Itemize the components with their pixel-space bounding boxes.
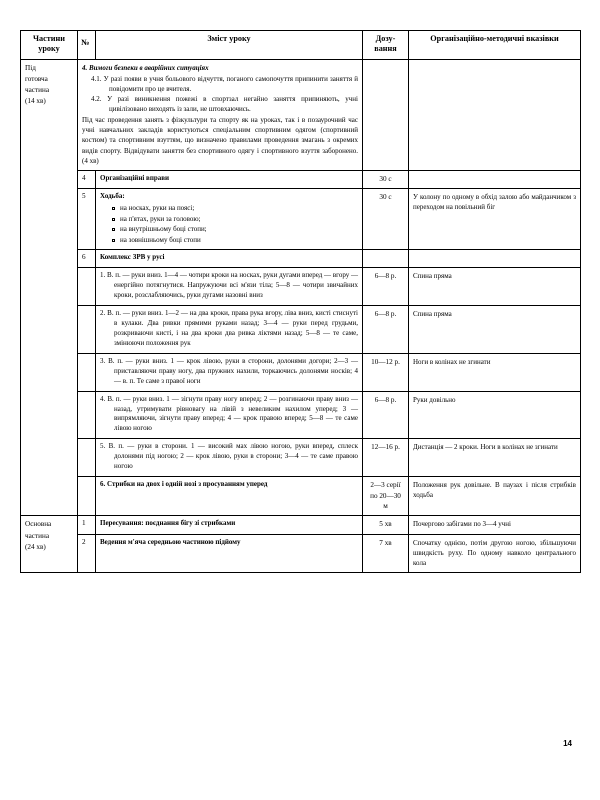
exercise-dose: 2—3 серії по 20—30 м <box>363 477 409 516</box>
header-content: Зміст уроку <box>96 31 363 60</box>
row-number: 5 <box>78 189 96 250</box>
list-item: на носках, руки на поясі; <box>112 203 358 214</box>
row-number: 1 <box>78 516 96 534</box>
part-label-line-4: (14 хв) <box>25 96 46 105</box>
exercise-content <box>96 306 363 354</box>
exercise-text: 1. В. п. — руки вниз. 1—4 — чотири кроки на носках, руки дугами вперед — вгору — енергійно потягнутися. Напружуючи всі м'язи тіла; 5—8 — чотири звичайних кроки, розслабляючись, руки дугами назовні вниз <box>100 271 358 300</box>
exercise-dose: 6—8 р. <box>363 391 409 439</box>
exercise-dose: 6—8 р. <box>363 268 409 306</box>
row-content-dribbling: Ведення м'яча середньою частиною підйому <box>96 534 363 572</box>
exercise-notes: Спина пряма <box>409 306 581 354</box>
table-row <box>21 391 581 439</box>
header-notes: Організаційно-методичні вказівки <box>409 31 581 60</box>
exercise-text: 6. Стрибки на двох і одній нозі з просуванням уперед <box>100 480 268 489</box>
row-notes: Спочатку однією, потім другою ногою, збільшуючи швидкість руху. По одному навколо центрального кола <box>409 534 581 572</box>
row-number: 4 <box>78 170 96 188</box>
exercise-text: 4. В. п. — руки вниз. 1 — зігнути праву ногу вперед; 2 — розгинаючи праву вниз — назад, утримувати рівновагу на лівій з невеликим нахилом уперед; 3 — випрямляючи, зігнути праву вперед; 4 — крок правою вперед; 5—8 — те саме лівою ногою <box>100 394 358 433</box>
exercise-notes: Положення рук довільне. В паузах і після стрибків ходьба <box>409 477 581 516</box>
header-number: № <box>78 31 96 60</box>
exercise-number-placeholder <box>78 268 96 306</box>
table-row <box>21 516 581 534</box>
row-number: 6 <box>78 250 96 268</box>
row-number: 2 <box>78 534 96 572</box>
list-item: на внутрішньому боці стопи; <box>112 224 358 235</box>
row-dose <box>363 250 409 268</box>
part-label-line-1: Основна <box>25 520 52 529</box>
table-row <box>21 306 581 354</box>
row-dose: 5 хв <box>363 516 409 534</box>
exercise-content <box>96 477 363 516</box>
exercise-content <box>96 268 363 306</box>
row-content-walking <box>96 189 363 250</box>
part-label-line-2: готовча <box>25 74 48 83</box>
row-content-organizational: Організаційні вправи <box>96 170 363 188</box>
table-body <box>21 59 581 573</box>
table-row <box>21 268 581 306</box>
row-dose: 30 с <box>363 170 409 188</box>
part-label-main <box>21 516 78 573</box>
page-number: 14 <box>563 739 572 748</box>
exercise-text: 2. В. п. — руки вниз. 1—2 — на два кроки, права рука вгору, ліва вниз, кисті стиснуті в кулаки. Два ривки прямими руками назад; 3—4 — руки перед грудьми, розкриваючи кисті, і на два кроки два ривка ліктями назад; 5—8 — те саме, змінюючи положення рук <box>100 309 358 347</box>
part-label-line-2: частина <box>25 531 50 540</box>
row-dose: 7 хв <box>363 534 409 572</box>
walking-bullet-list <box>100 203 358 245</box>
exercise-notes: Ноги в колінах не згинати <box>409 353 581 391</box>
table-row <box>21 170 581 188</box>
table-row <box>21 439 581 477</box>
row-content-movement: Пересування: поєднання бігу зі стрибками <box>96 516 363 534</box>
exercise-notes: Руки довільно <box>409 391 581 439</box>
exercise-dose: 12—16 р. <box>363 439 409 477</box>
table-row <box>21 59 581 170</box>
safety-requirements-block <box>78 59 363 170</box>
table-header <box>21 31 581 60</box>
row-notes <box>409 250 581 268</box>
exercise-text: 5. В. п. — руки в сторони. 1 — високий мах лівою ногою, руки вперед, сплеск долонями під ногою; 2 — крок лівою, руки в сторони; 3—4 — те саме правою ногою <box>100 442 358 471</box>
row-notes: Почергово забігами по 3—4 учні <box>409 516 581 534</box>
header-dose: Дозу-вання <box>363 31 409 60</box>
exercise-number-placeholder <box>78 353 96 391</box>
lesson-plan-table <box>20 30 581 573</box>
safety-item-4-1: 4.1. У разі появи в учня больового відчуття, поганого самопочуття припинити заняття й повідомити про це вчителя. <box>91 74 358 93</box>
exercise-number-placeholder <box>78 391 96 439</box>
exercise-number-placeholder <box>78 477 96 516</box>
exercise-dose: 10—12 р. <box>363 353 409 391</box>
table-row <box>21 189 581 250</box>
list-item: на п'ятах, руки за головою; <box>112 214 358 225</box>
walking-title: Ходьба: <box>100 192 125 201</box>
table-row <box>21 250 581 268</box>
exercise-text: 3. В. п. — руки вниз. 1 — крок лівою, руки в сторони, долонями догори; 2—3 — приставляючи праву ногу, два пружних нахили, торкаючись долонями носків; 4 — в. п. Те саме з правої ноги <box>100 356 358 385</box>
exercise-number-placeholder <box>78 306 96 354</box>
row-notes <box>409 170 581 188</box>
exercise-notes: Спина пряма <box>409 268 581 306</box>
header-part: Частини уроку <box>21 31 78 60</box>
safety-title: 4. Вимоги безпеки в аварійних ситуаціях <box>82 63 209 72</box>
safety-item-4-2: 4.2. У разі виникнення пожежі в спортзал негайно заняття припиняють, учні цивілізовано виходять із зали, не штовхаючись. <box>91 94 358 114</box>
list-item: на зовнішньому боці стопи <box>112 235 358 246</box>
exercise-content <box>96 439 363 477</box>
row-content-zrv-complex: Комплекс ЗРВ у русі <box>96 250 363 268</box>
exercise-content <box>96 391 363 439</box>
exercise-content <box>96 353 363 391</box>
table-row <box>21 477 581 516</box>
part-label-line-1: Під <box>25 63 36 72</box>
row-notes: У колону по одному в обхід залою або майданчиком з переходом на повільний біг <box>409 189 581 250</box>
table-header-row <box>21 31 581 60</box>
part-label-line-3: частина <box>25 85 50 94</box>
safety-dose <box>363 59 409 170</box>
part-label-line-3: (24 хв) <box>25 542 46 551</box>
table-row <box>21 534 581 572</box>
exercise-dose: 6—8 р. <box>363 306 409 354</box>
part-label-preparatory <box>21 59 78 516</box>
table-row <box>21 353 581 391</box>
row-dose: 30 с <box>363 189 409 250</box>
exercise-notes: Дистанція — 2 кроки. Ноги в колінах не згинати <box>409 439 581 477</box>
safety-paragraph: Під час проведення занять з фізкультури та спорту як на уроках, так і в позаурочний час учні навчальних закладів користуються спеціальним спортивним одягом (спортивний костюм) та спортивним взуттям, що визначено правилами проведення змагань з окремих видів спорту. Відвідувати заняття без спортивного одягу і спортивного взуття заборонено. (4 хв) <box>82 116 358 165</box>
safety-notes <box>409 59 581 170</box>
exercise-number-placeholder <box>78 439 96 477</box>
